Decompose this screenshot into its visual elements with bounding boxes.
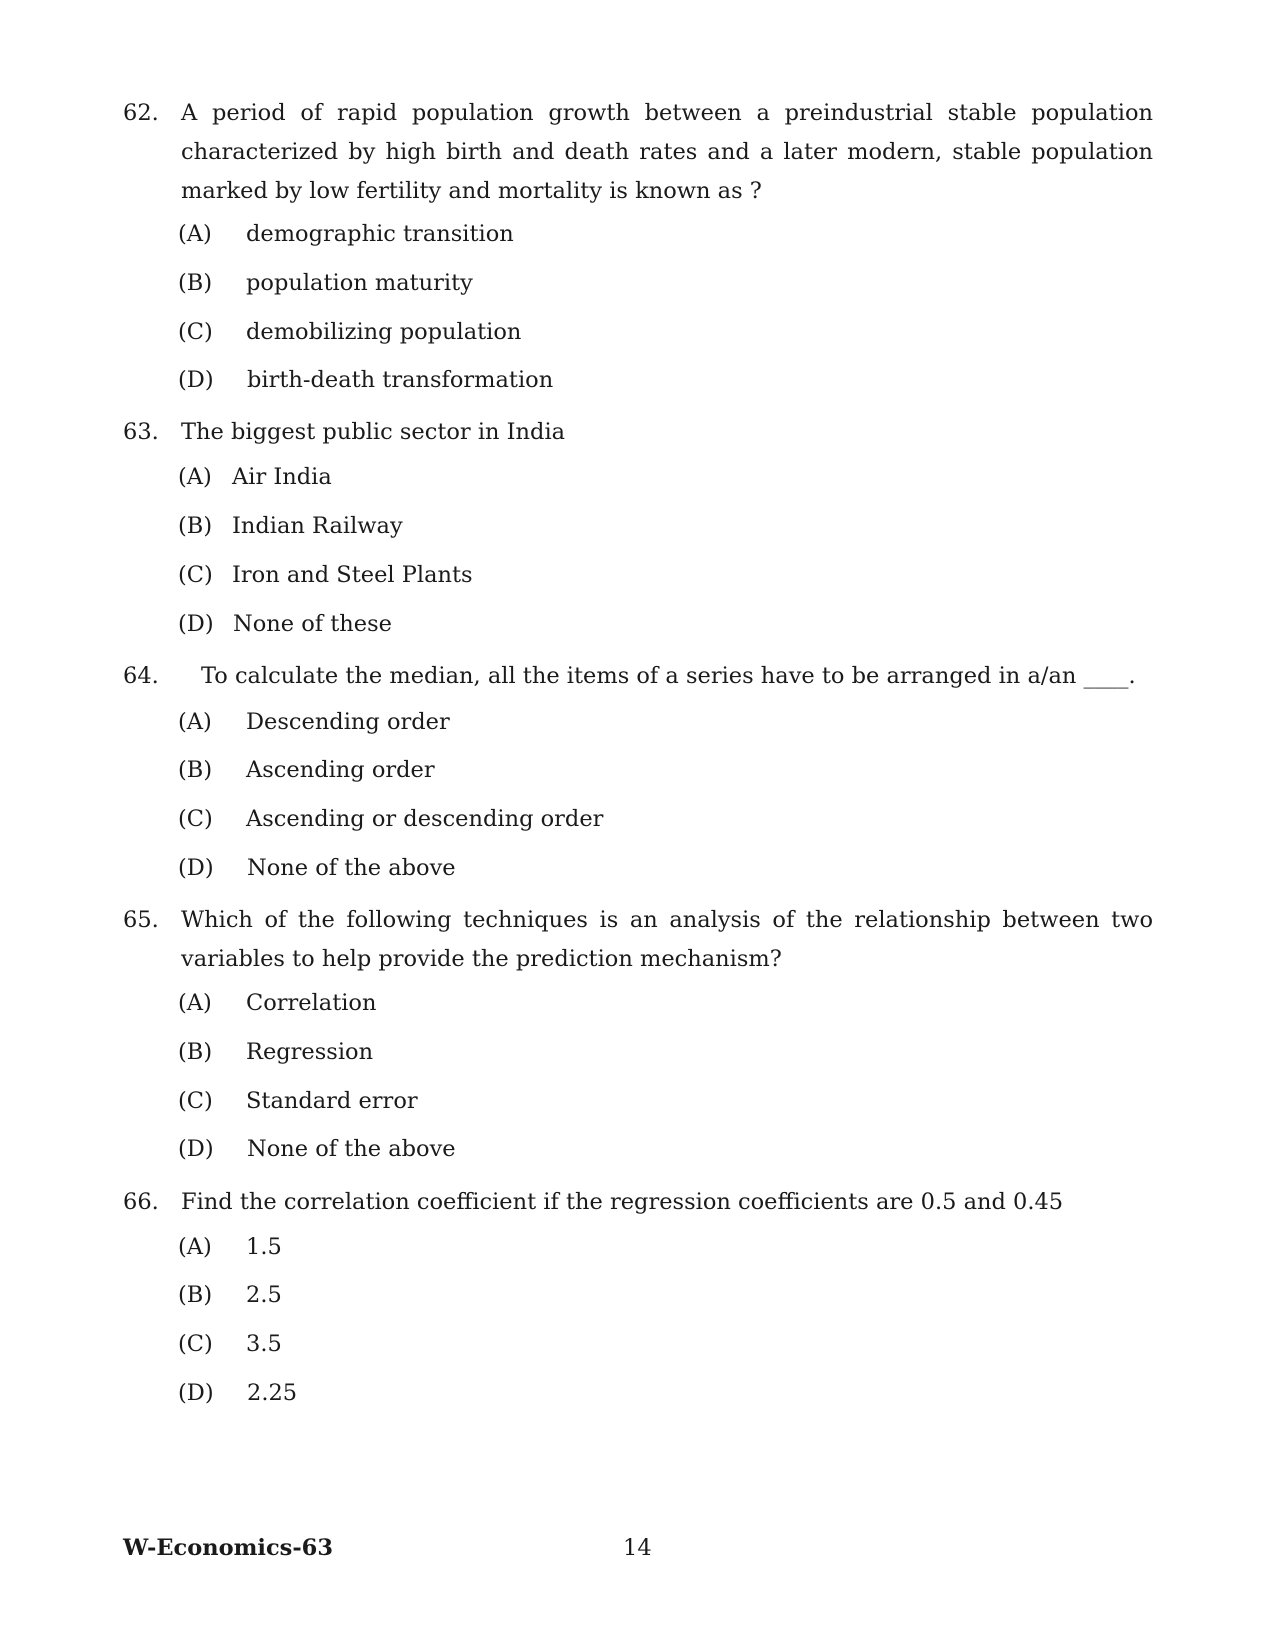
option-letter: (C) bbox=[178, 806, 213, 832]
option-text: Correlation bbox=[246, 990, 377, 1016]
question-number: 66. bbox=[123, 1189, 159, 1215]
option-letter: (C) bbox=[178, 562, 213, 588]
option-text: population maturity bbox=[246, 270, 473, 296]
question-text: To calculate the median, all the items of a series have to be arranged in a/an ____. bbox=[201, 663, 1136, 689]
option-text: Ascending order bbox=[246, 757, 435, 783]
question-66 bbox=[123, 1183, 1153, 1222]
page-number: 14 bbox=[623, 1535, 652, 1561]
option-text: birth-death transformation bbox=[247, 367, 554, 393]
option-text: Regression bbox=[246, 1039, 374, 1065]
option-letter: (B) bbox=[178, 757, 213, 783]
question-number: 62. bbox=[123, 100, 159, 126]
option-letter: (A) bbox=[178, 990, 212, 1016]
question-64 bbox=[123, 657, 1153, 696]
option-letter: (A) bbox=[178, 464, 212, 490]
question-number: 64. bbox=[123, 663, 159, 689]
option-text: demobilizing population bbox=[246, 319, 522, 345]
option-text: Indian Railway bbox=[232, 513, 403, 539]
question-number: 65. bbox=[123, 907, 159, 933]
option-text: 1.5 bbox=[246, 1234, 282, 1260]
question-65 bbox=[123, 901, 1153, 979]
question-text: Find the correlation coefficient if the regression coefficients are 0.5 and 0.45 bbox=[181, 1189, 1064, 1215]
option-text: None of these bbox=[233, 611, 392, 637]
option-letter: (C) bbox=[178, 1088, 213, 1114]
option-letter: (B) bbox=[178, 513, 213, 539]
option-text: Standard error bbox=[246, 1088, 418, 1114]
option-letter: (D) bbox=[178, 855, 214, 881]
option-text: 2.25 bbox=[247, 1380, 298, 1406]
option-text: Iron and Steel Plants bbox=[232, 562, 473, 588]
option-letter: (D) bbox=[178, 1380, 214, 1406]
option-text: 2.5 bbox=[246, 1282, 282, 1308]
option-text: None of the above bbox=[247, 1136, 456, 1162]
question-text: Which of the following techniques is an analysis of the relationship between two variables to help provide the prediction mechanism? bbox=[181, 907, 1153, 972]
option-letter: (B) bbox=[178, 1282, 213, 1308]
question-text: The biggest public sector in India bbox=[181, 419, 566, 445]
option-text: demographic transition bbox=[246, 221, 514, 247]
option-letter: (D) bbox=[178, 611, 214, 637]
option-letter: (C) bbox=[178, 1331, 213, 1357]
option-letter: (A) bbox=[178, 221, 212, 247]
option-text: Ascending or descending order bbox=[246, 806, 604, 832]
option-letter: (B) bbox=[178, 270, 213, 296]
option-letter: (A) bbox=[178, 1234, 212, 1260]
option-letter: (B) bbox=[178, 1039, 213, 1065]
option-letter: (A) bbox=[178, 709, 212, 735]
option-text: Descending order bbox=[246, 709, 450, 735]
question-text: A period of rapid population growth between a preindustrial stable population characterized by high birth and death rates and a later modern, stable population marked by low fertility and mortality is known as ? bbox=[181, 100, 1153, 204]
option-text: Air India bbox=[232, 464, 332, 490]
paper-code: W-Economics-63 bbox=[123, 1535, 333, 1561]
question-63 bbox=[123, 413, 1153, 452]
option-letter: (D) bbox=[178, 367, 214, 393]
option-text: None of the above bbox=[247, 855, 456, 881]
option-letter: (C) bbox=[178, 319, 213, 345]
question-number: 63. bbox=[123, 419, 159, 445]
option-letter: (D) bbox=[178, 1136, 214, 1162]
option-text: 3.5 bbox=[246, 1331, 282, 1357]
question-62 bbox=[123, 94, 1153, 211]
